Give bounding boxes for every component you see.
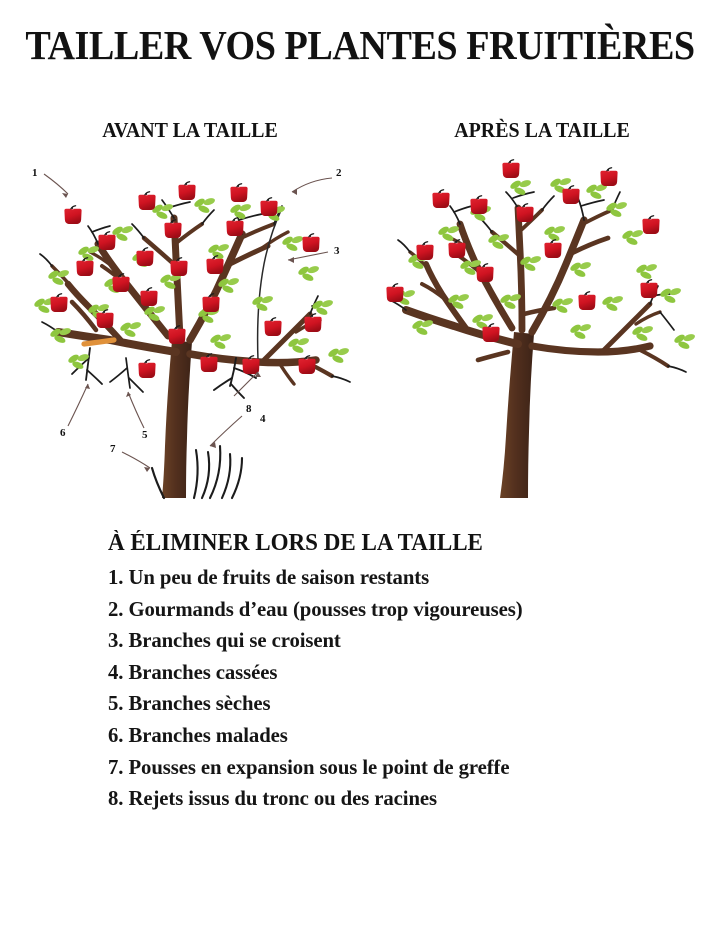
callout-number-4: 4 xyxy=(260,413,266,425)
callout-number-7: 7 xyxy=(110,443,116,455)
legend-item-text: Branches sèches xyxy=(128,691,271,716)
callout-number-1: 1 xyxy=(32,167,38,179)
legend-item-text: Gourmands d’eau (pousses trop vigoureuses) xyxy=(128,596,523,621)
legend-item xyxy=(108,688,687,720)
panel-before-heading: AVANT LA TAILLE xyxy=(102,118,278,142)
legend-list xyxy=(108,562,708,815)
legend-item xyxy=(108,752,687,784)
legend-item xyxy=(108,594,687,626)
legend-item-number: 8. xyxy=(108,786,124,811)
callout-leaders xyxy=(44,174,332,472)
callout-number-8: 8 xyxy=(246,403,252,415)
legend-item-number: 6. xyxy=(108,722,124,747)
defect-branche-seche xyxy=(110,358,143,392)
panel-before-pruning xyxy=(10,118,370,508)
tree-trunk xyxy=(162,341,192,498)
defect-branche-malade xyxy=(72,340,114,384)
tree-illustration-before xyxy=(10,146,370,506)
legend-item-text: Pousses en expansion sous le point de greffe xyxy=(128,754,510,779)
legend-item-number: 5. xyxy=(108,691,124,716)
panel-after-pruning xyxy=(372,118,712,508)
defect-pousse-sous-greffe xyxy=(152,468,164,498)
legend-item-number: 4. xyxy=(108,659,124,684)
legend-item-text: Un peu de fruits de saison restants xyxy=(128,565,430,589)
legend-item-text: Branches qui se croisent xyxy=(128,628,341,653)
page-title: TAILLER VOS PLANTES FRUITIÈRES xyxy=(25,22,695,68)
tree-branches xyxy=(52,218,332,384)
callout-number-3: 3 xyxy=(334,245,340,257)
legend-item xyxy=(108,720,687,752)
defect-rejets-de-tronc xyxy=(194,446,242,498)
tree-illustration-after xyxy=(372,146,712,506)
legend-item-text: Rejets issus du tronc ou des racines xyxy=(128,786,438,811)
legend-item-number: 1. xyxy=(108,565,124,589)
legend-item-text: Branches cassées xyxy=(128,659,278,684)
callout-number-6: 6 xyxy=(60,427,66,439)
legend-item xyxy=(108,625,687,657)
legend-item-number: 2. xyxy=(108,596,124,621)
legend-item xyxy=(108,562,687,594)
legend-block xyxy=(108,528,708,815)
comparison-panels xyxy=(0,118,720,508)
legend-item-number: 7. xyxy=(108,754,124,779)
legend-heading: À ÉLIMINER LORS DE LA TAILLE xyxy=(108,530,483,556)
callout-number-2: 2 xyxy=(336,167,342,179)
tree-trunk xyxy=(500,332,534,498)
legend-item-text: Branches malades xyxy=(128,722,288,747)
panel-after-heading: APRÈS LA TAILLE xyxy=(454,118,630,142)
legend-item xyxy=(108,657,687,689)
legend-item-number: 3. xyxy=(108,628,124,653)
legend-item xyxy=(108,783,687,815)
callout-number-5: 5 xyxy=(142,429,148,441)
